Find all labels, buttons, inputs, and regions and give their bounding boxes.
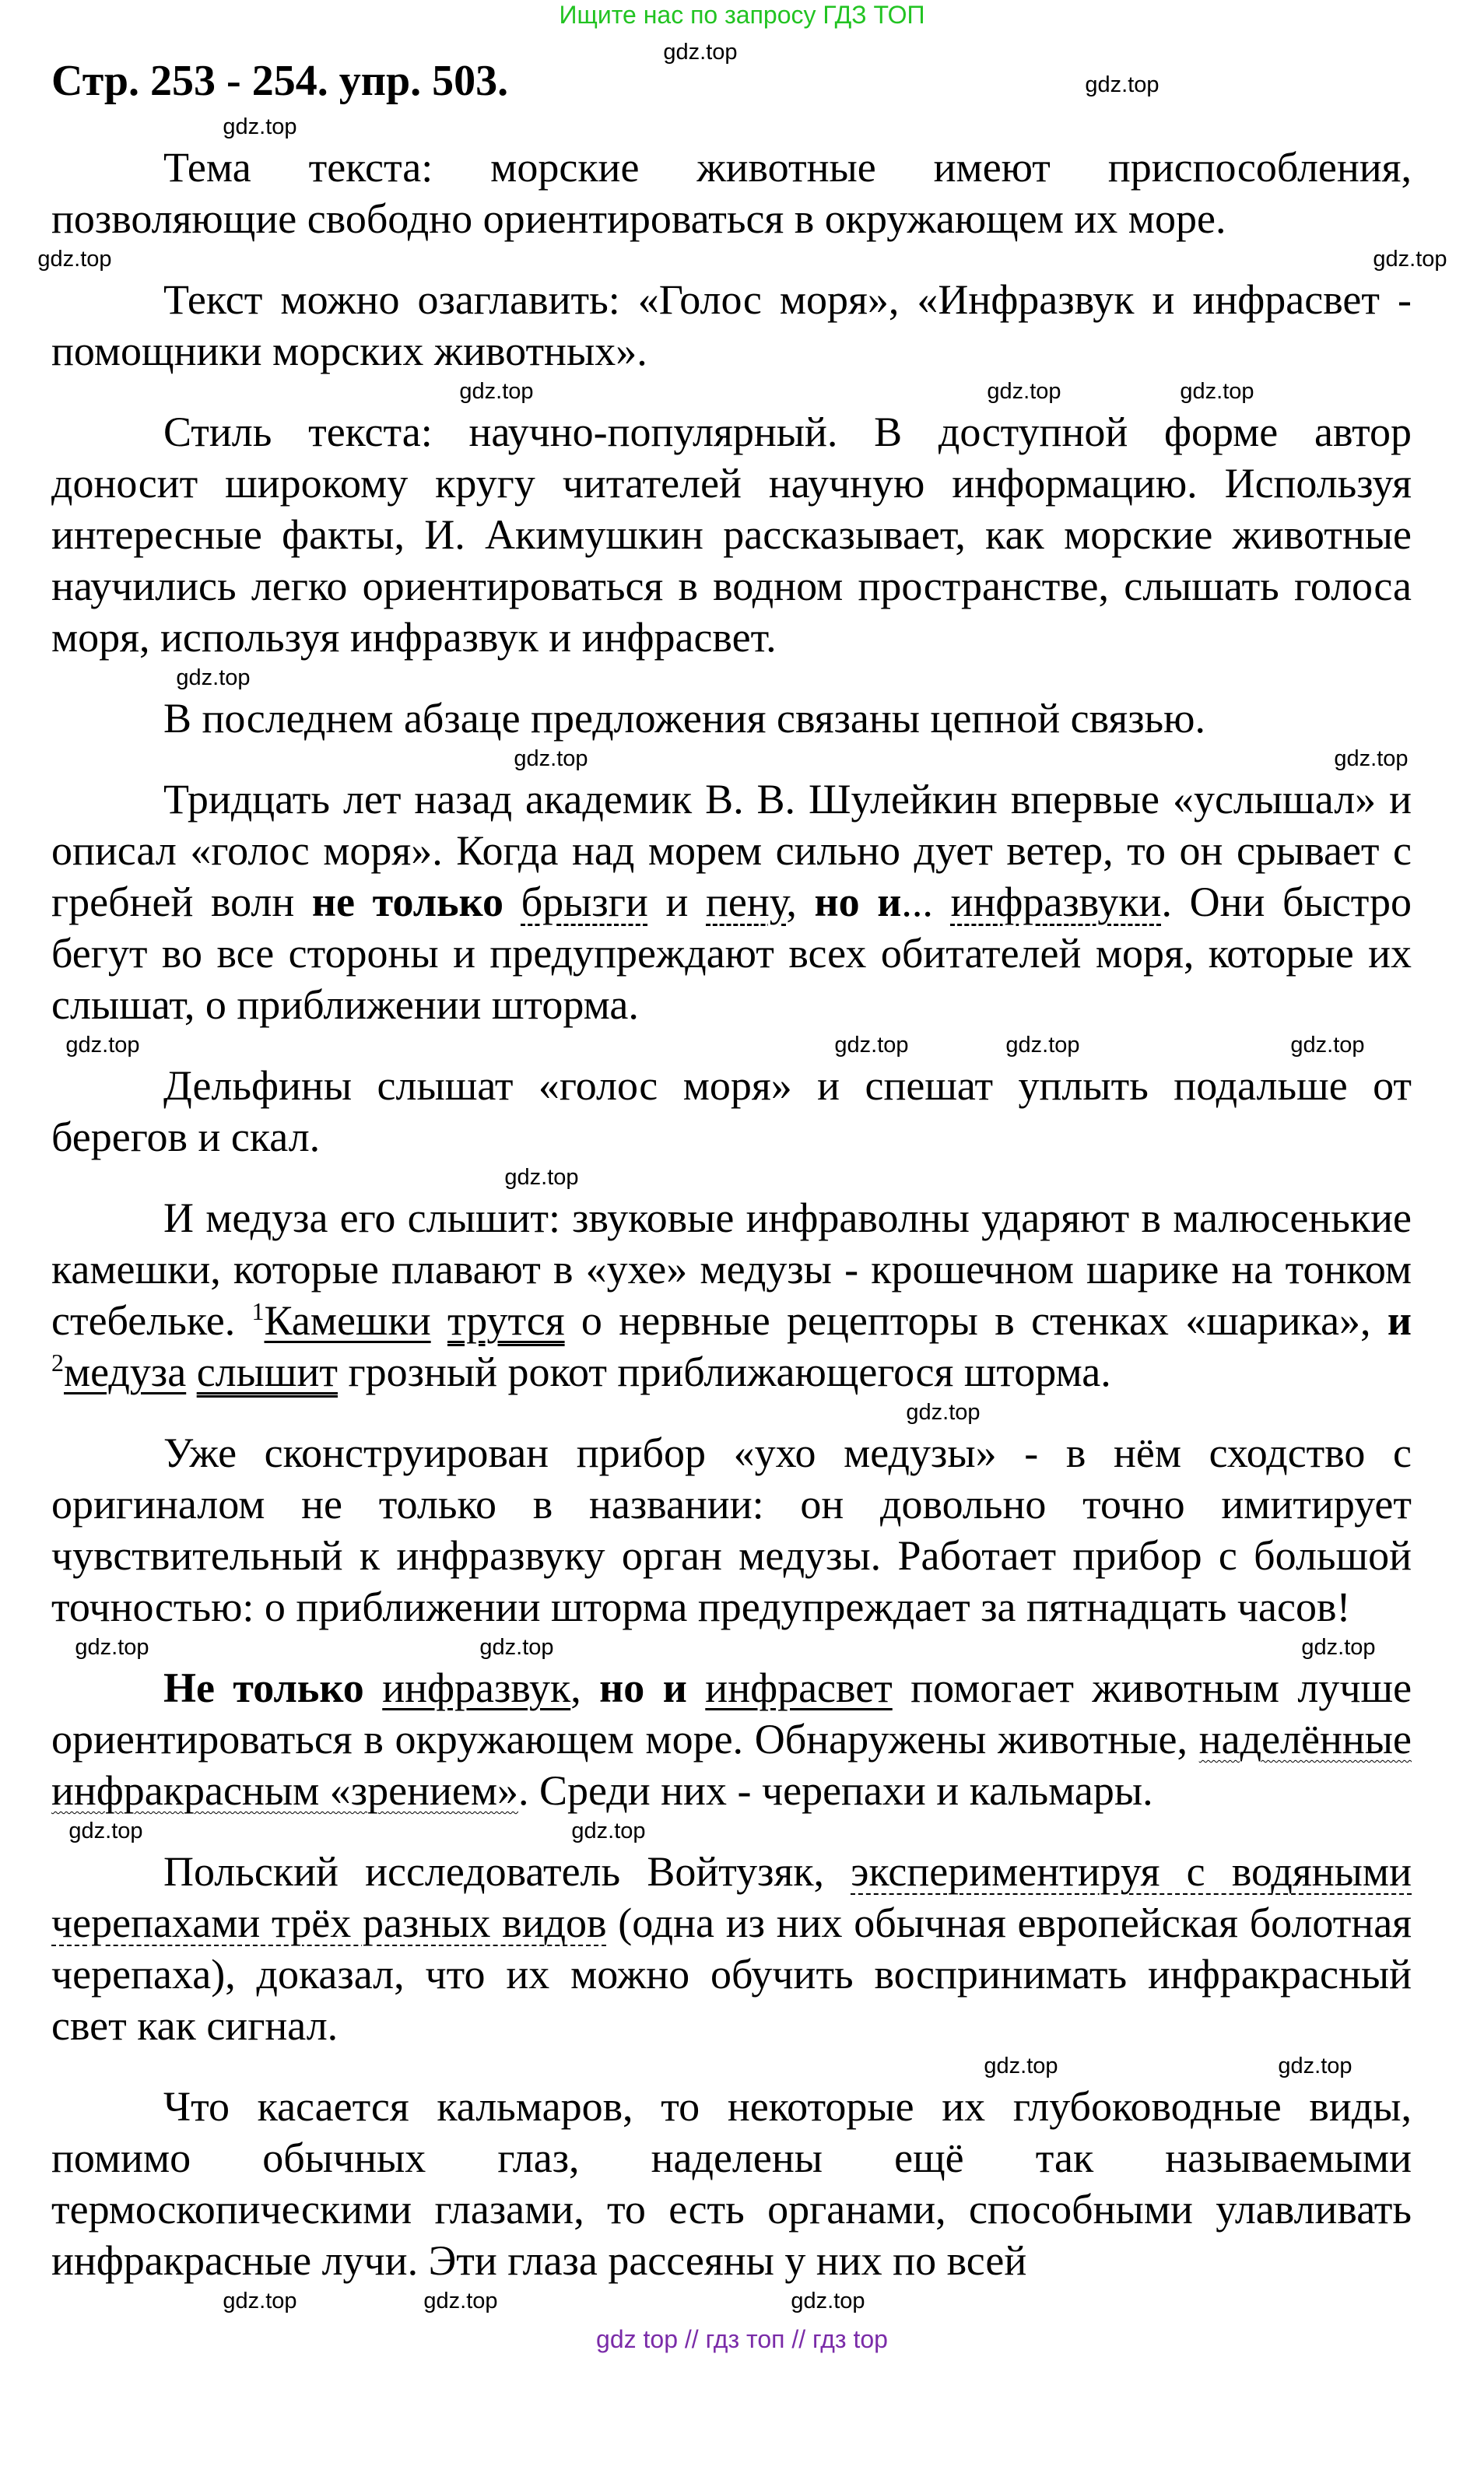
marked-text-dotdash: экспериментируя с водяными черепахами трёх разных видов xyxy=(51,1848,1412,1946)
watermark-row xyxy=(0,244,1484,274)
watermark: gdz.top xyxy=(571,1819,646,1843)
watermark: gdz.top xyxy=(1278,2054,1352,2078)
paragraph xyxy=(51,274,1412,377)
watermark: gdz.top xyxy=(1005,1033,1080,1058)
footer-links[interactable]: gdz top // гдз топ // гдз top xyxy=(596,2325,888,2353)
text-segment: Что касается кальмаров, то некоторые их глубоководные виды, помимо обычных глаз, наделены ещё так называемыми термоскопическими глазами, то есть органами, способными улавливать инфракрасные лучи. Эти глаза рассеяны у них по всей xyxy=(51,2083,1412,2284)
watermark: gdz.top xyxy=(223,114,297,139)
marked-text-b: и xyxy=(1387,1297,1412,1344)
watermark: gdz.top xyxy=(459,379,534,404)
text-segment: . Среди них - черепахи и кальмары. xyxy=(518,1767,1153,1814)
watermark: gdz.top xyxy=(223,2289,297,2313)
watermark: gdz.top xyxy=(1290,1033,1365,1058)
text-segment: помогает животным лучше ориентироваться в окружающем море. Обнаружены животные, xyxy=(51,1664,1412,1763)
watermark: gdz.top xyxy=(987,379,1061,404)
text-segment: , xyxy=(570,1664,600,1711)
marked-text-u1: инфрасвет xyxy=(705,1664,893,1711)
text-segment xyxy=(503,879,521,925)
marked-text-b: не только xyxy=(311,879,504,925)
watermark: gdz.top xyxy=(176,665,251,690)
watermark-row xyxy=(0,1030,1484,1060)
text-segment: Тридцать лет назад академик В. В. Шулейкин впервые «услышал» и описал «голос моря». Когда над морем сильно дует ветер, то он срывает с гребней волн xyxy=(51,776,1412,925)
marked-text-dash: пену xyxy=(706,879,787,925)
header xyxy=(0,31,1484,112)
text-segment xyxy=(186,1349,197,1395)
watermark: gdz.top xyxy=(504,1165,579,1190)
marked-text-u2: трутся xyxy=(447,1297,565,1344)
watermark-row xyxy=(0,1816,1484,1846)
watermark: gdz.top xyxy=(423,2289,498,2313)
watermark: gdz.top xyxy=(68,1819,143,1843)
marked-text-u1: медуза xyxy=(64,1349,187,1395)
marked-text-sup: 2 xyxy=(51,1349,64,1377)
watermark: gdz.top xyxy=(834,1033,909,1058)
watermark-row xyxy=(0,377,1484,406)
watermark: gdz.top xyxy=(663,40,738,65)
watermark-row xyxy=(0,2286,1484,2316)
marked-text-b: Не только xyxy=(163,1664,364,1711)
text-segment: Польский исследователь Войтузяк, xyxy=(163,1848,851,1895)
paragraph xyxy=(51,1060,1412,1163)
paragraph xyxy=(51,1662,1412,1816)
text-segment: . Они быстро бегут во все стороны и предупреждают всех обитателей моря, которые их слышат, о приближении шторма. xyxy=(51,879,1412,1028)
marked-text-b: но и xyxy=(814,879,902,925)
marked-text-u1: инфразвук xyxy=(382,1664,571,1711)
watermark-row xyxy=(0,1398,1484,1427)
watermark: gdz.top xyxy=(1373,247,1447,272)
paragraph xyxy=(51,1192,1412,1398)
text-segment: И медуза его слышит: звуковые инфраволны ударяют в малюсенькие камешки, которые плавают в «ухе» медузы - крошечном шарике на тонком стебельке. xyxy=(51,1194,1412,1344)
watermark: gdz.top xyxy=(906,1400,981,1425)
text-segment xyxy=(364,1664,382,1711)
text-segment: и xyxy=(647,879,707,925)
paragraph xyxy=(51,1427,1412,1633)
text-segment: , xyxy=(786,879,815,925)
watermark-row xyxy=(0,2051,1484,2081)
paragraph xyxy=(51,406,1412,663)
marked-text-sup: 1 xyxy=(251,1297,265,1325)
text-segment xyxy=(687,1664,705,1711)
marked-text-wave: наделённые инфракрасным «зрением» xyxy=(51,1716,1412,1814)
text-segment: (одна из них обычная европейская болотная черепаха), доказал, что их можно обучить воспринимать инфракрасный свет как сигнал. xyxy=(51,1899,1412,2049)
watermark: gdz.top xyxy=(65,1033,140,1058)
paragraph xyxy=(51,773,1412,1030)
watermark: gdz.top xyxy=(75,1635,149,1660)
text-segment: Тема текста: морские животные имеют приспособления, позволяющие свободно ориентироваться в окружающем их море. xyxy=(51,144,1412,242)
marked-text-dash: инфразвуки xyxy=(950,879,1162,925)
watermark: gdz.top xyxy=(1180,379,1254,404)
search-banner[interactable]: Ищите нас по запросу ГДЗ ТОП xyxy=(559,1,925,29)
paragraph xyxy=(51,693,1412,744)
watermark-row xyxy=(0,112,1484,142)
watermark: gdz.top xyxy=(984,2054,1058,2078)
page-title: Стр. 253 - 254. упр. 503. xyxy=(51,57,509,105)
marked-text-u1: Камешки xyxy=(264,1297,431,1344)
text-segment: о нервные рецепторы в стенках «шарика», xyxy=(564,1297,1388,1344)
text-segment: грозный рокот приближающегося шторма. xyxy=(337,1349,1111,1395)
watermark-row xyxy=(0,663,1484,693)
marked-text-b: но и xyxy=(599,1664,687,1711)
text-segment: Стиль текста: научно-популярный. В доступной форме автор доносит широкому кругу читателей научную информацию. Используя интересные факты, И. Акимушкин рассказывает, как морские животные научились легко ориентироваться в водном пространстве, слышать голоса моря, используя инфразвук и инфрасвет. xyxy=(51,409,1412,661)
watermark-row xyxy=(0,744,1484,773)
watermark-row xyxy=(0,1633,1484,1662)
text-segment: ... xyxy=(901,879,951,925)
text-segment: В последнем абзаце предложения связаны цепной связью. xyxy=(163,695,1206,742)
text-segment xyxy=(431,1297,447,1344)
paragraph xyxy=(51,1846,1412,2051)
watermark: gdz.top xyxy=(1334,746,1409,771)
watermark: gdz.top xyxy=(791,2289,865,2313)
marked-text-u2: слышит xyxy=(196,1349,338,1395)
watermark: gdz.top xyxy=(1085,72,1159,97)
text-segment: Текст можно озаглавить: «Голос моря», «Инфразвук и инфрасвет - помощники морских животных». xyxy=(51,276,1412,374)
watermark: gdz.top xyxy=(514,746,588,771)
watermark: gdz.top xyxy=(1301,1635,1376,1660)
text-segment: Уже сконструирован прибор «ухо медузы» - в нём сходство с оригиналом не только в названии: он довольно точно имитирует чувствительный к инфразвуку орган медузы. Работает прибор с большой точностью: о приближении шторма предупреждает за пятнадцать часов! xyxy=(51,1429,1412,1630)
paragraph xyxy=(51,142,1412,244)
marked-text-dash: брызги xyxy=(521,879,648,925)
watermark: gdz.top xyxy=(37,247,112,272)
watermark: gdz.top xyxy=(479,1635,554,1660)
paragraph xyxy=(51,2081,1412,2286)
text-segment: Дельфины слышат «голос моря» и спешат уплыть подальше от берегов и скал. xyxy=(51,1062,1412,1160)
watermark-row xyxy=(0,1163,1484,1192)
